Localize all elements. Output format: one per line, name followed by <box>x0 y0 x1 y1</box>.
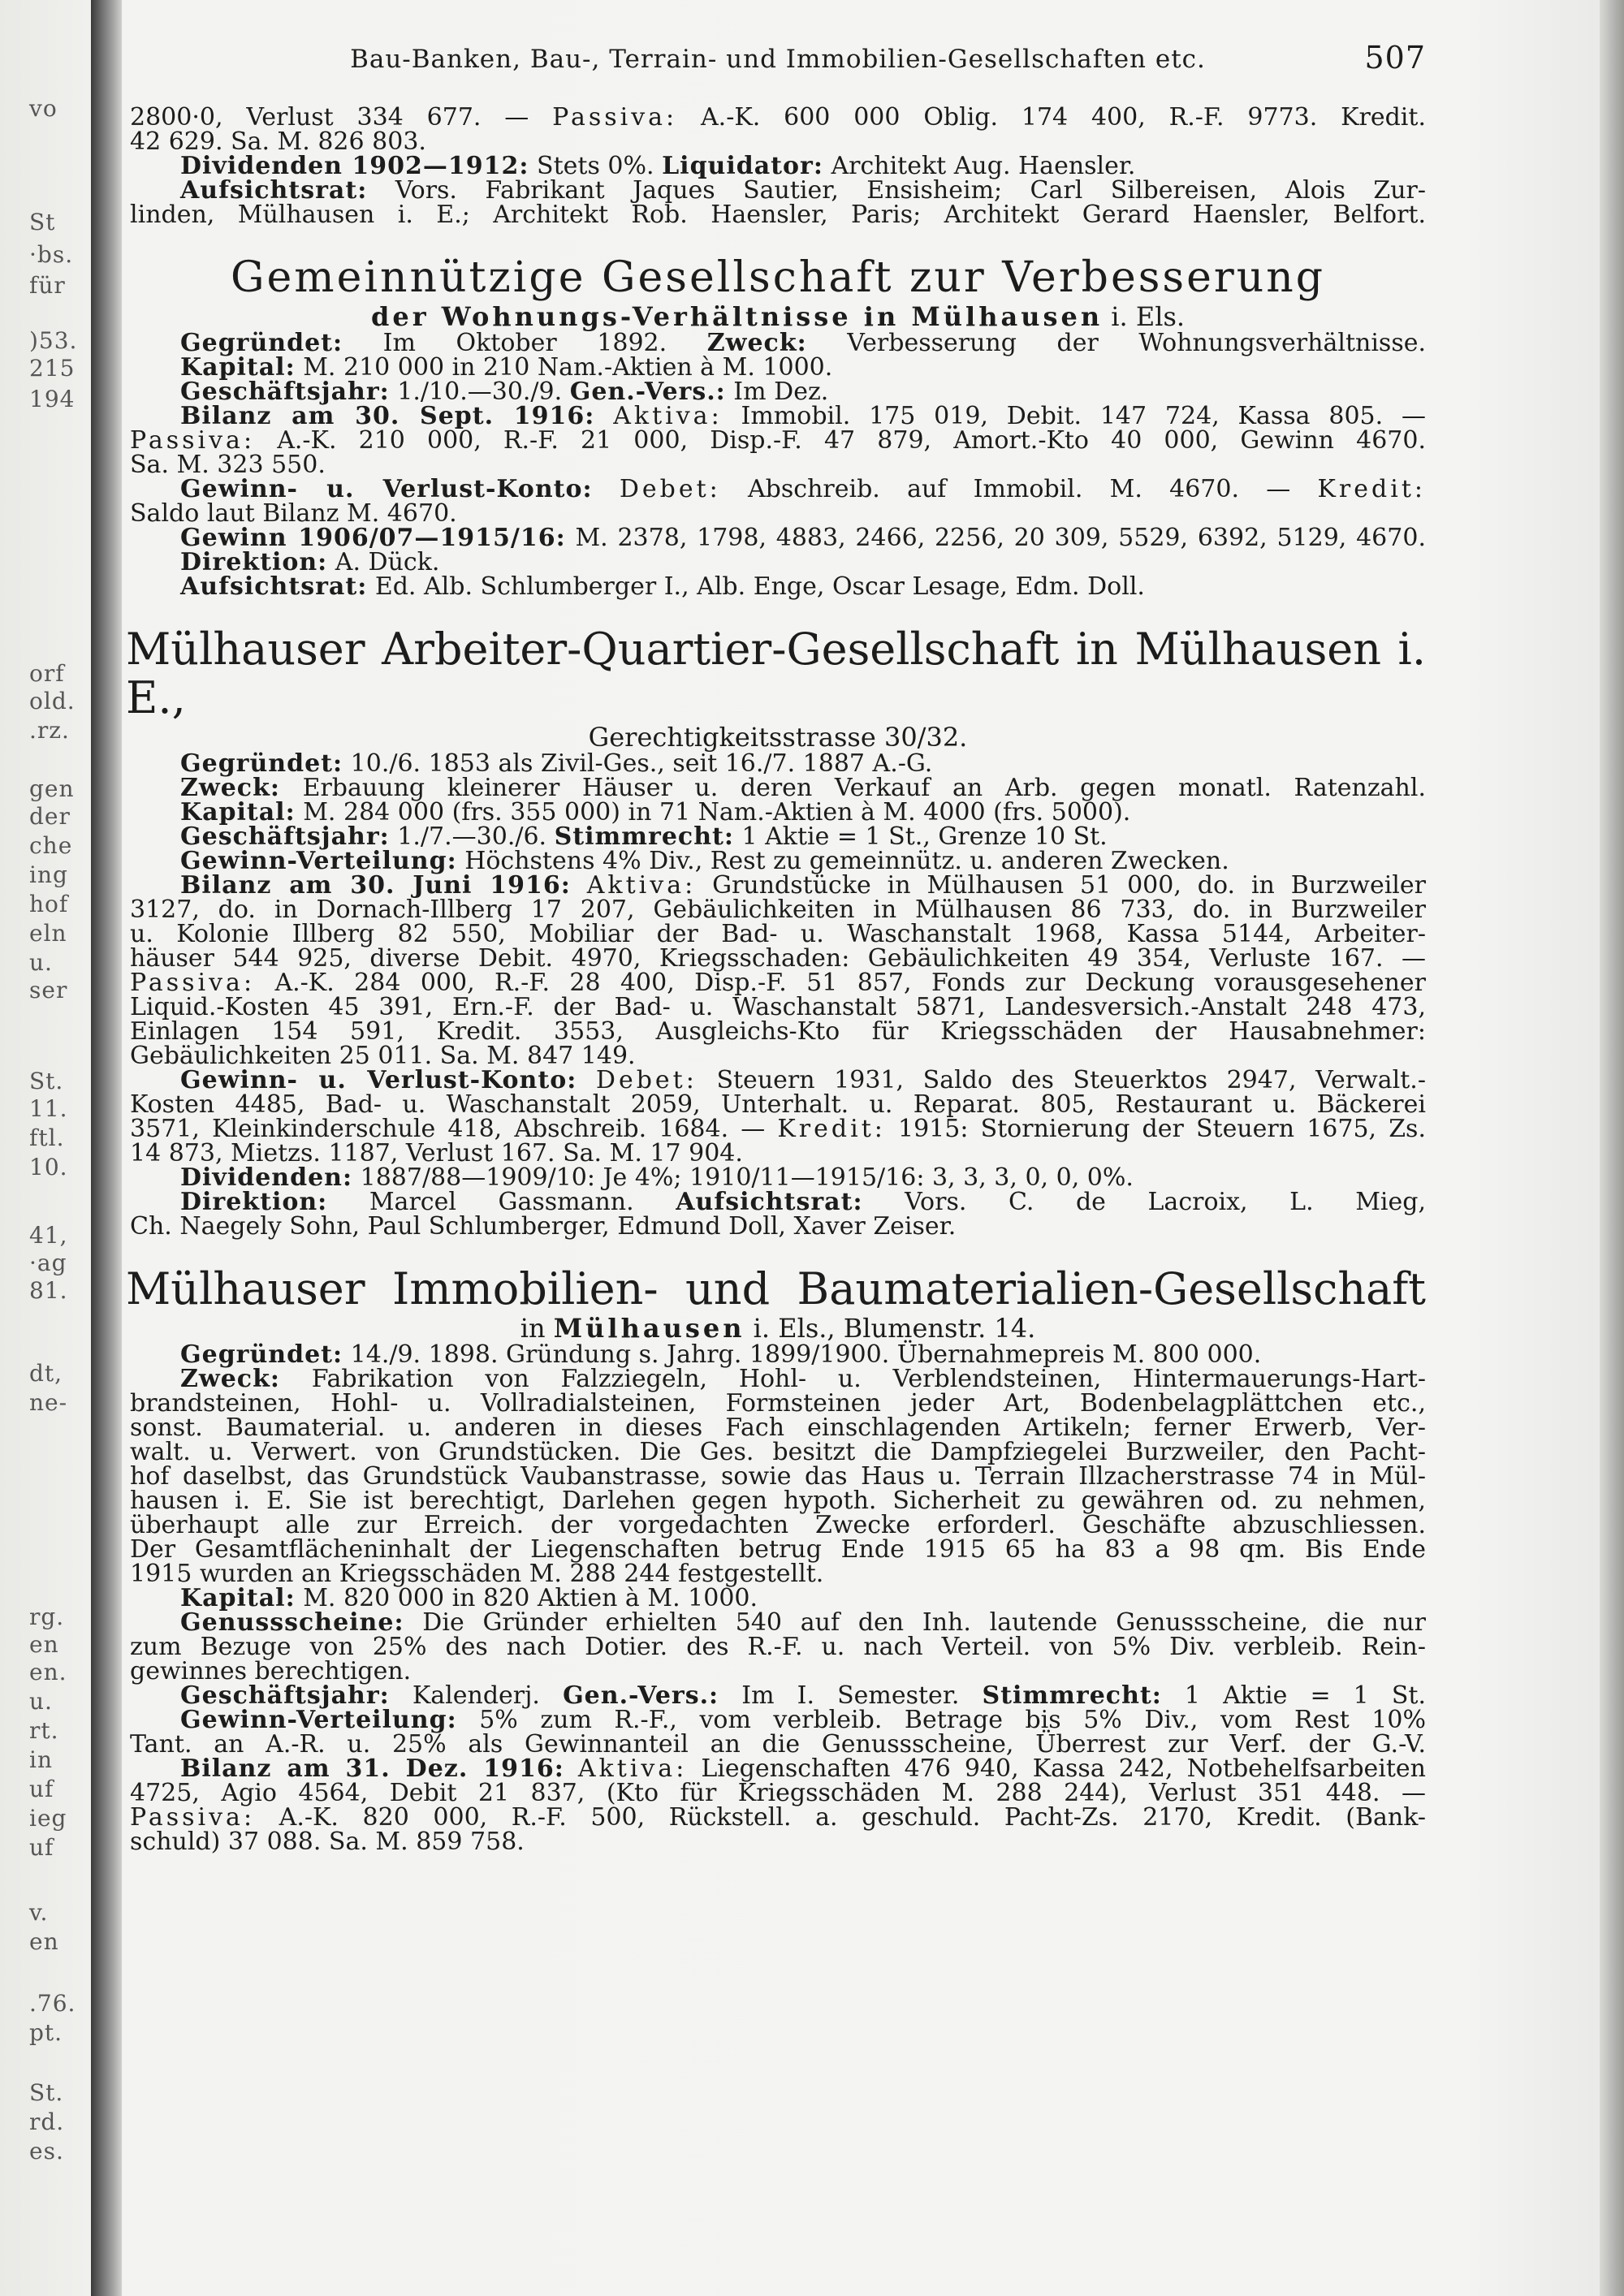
text-line <box>130 499 1426 528</box>
spaced-label: Kredit: <box>1317 475 1426 503</box>
field-label: Gewinn 1906/07—1915/16: <box>180 524 566 552</box>
text-run: Kalenderj. <box>389 1681 564 1710</box>
margin-fragment: rg. <box>29 1603 65 1630</box>
field-label: Gegründet: <box>180 749 343 778</box>
text-line <box>130 1830 1426 1854</box>
text-line <box>130 1413 1426 1442</box>
field-label: Gen.-Vers.: <box>563 1681 719 1710</box>
text-line <box>130 453 1426 477</box>
margin-fragment: en. <box>29 1659 67 1685</box>
text-line <box>130 1681 1427 1710</box>
text-line <box>130 776 1426 801</box>
text-line <box>130 1440 1426 1465</box>
text-line <box>130 477 1426 502</box>
field-label: Bilanz am 31. Dez. 1916: <box>180 1754 564 1783</box>
text-line <box>130 849 1426 874</box>
text-line <box>130 380 1426 404</box>
text-run: 2800·0, Verlust 334 677. — <box>130 103 553 132</box>
text-run: 1 Aktie = 1 St. <box>1161 1681 1427 1710</box>
text-line <box>130 572 1426 601</box>
margin-fragment: der <box>29 803 71 830</box>
field-label: Stimmrecht: <box>554 822 734 851</box>
page-number: 507 <box>1364 40 1426 76</box>
margin-fragment: 10. <box>29 1154 68 1180</box>
field-label: Dividenden: <box>180 1163 353 1192</box>
field-label: Zweck: <box>706 329 807 357</box>
margin-fragment: uf <box>29 1776 54 1802</box>
text-line <box>130 1068 1426 1093</box>
margin-fragment: .76. <box>29 1990 76 2017</box>
margin-fragment: ser <box>29 977 68 1003</box>
text-run: walt. u. Verwert. von Grundstücken. Die Ges. besitzt die Dampfziegelei Burzweiler, den Pacht- <box>130 1438 1426 1466</box>
text-run: Marcel Gassmann. <box>327 1188 676 1216</box>
text-run: Stets 0%. <box>529 152 663 180</box>
text-run: 1./10.—30./9. <box>389 378 570 406</box>
margin-fragment: old. <box>29 688 76 714</box>
text-run: A.-K. 600 000 Oblig. 174 400, R.-F. 9773. Kredit. <box>677 103 1426 132</box>
margin-fragment: rt. <box>29 1717 59 1744</box>
field-label: Direktion: <box>180 548 328 576</box>
margin-fragment: eln <box>29 920 67 947</box>
field-label: Gewinn-Verteilung: <box>180 847 457 875</box>
text-run: Der Gesamtflächeninhalt der Liegenschaften betrug Ende 1915 65 ha 83 a 98 qm. Bis Ende <box>130 1535 1426 1564</box>
text-line <box>130 749 1426 778</box>
text-line <box>130 798 1426 826</box>
margin-fragment: en <box>29 1928 59 1955</box>
company-entry <box>126 624 1427 1241</box>
text-line <box>130 1803 1426 1832</box>
text-run: 1915: Stornierung der Steuern 1675, Zs. <box>885 1115 1426 1143</box>
spaced-label: Aktiva: <box>613 402 723 430</box>
margin-fragment: 215 <box>29 355 76 382</box>
text-line <box>130 103 1426 132</box>
field-label: Aufsichtsrat: <box>180 176 368 205</box>
field-label: Stimmrecht: <box>982 1681 1162 1710</box>
field-label: Gegründet: <box>180 329 343 357</box>
spaced-label: Passiva: <box>130 426 256 455</box>
text-line <box>130 944 1426 973</box>
page-content <box>126 40 1427 1856</box>
margin-fragment: ne- <box>29 1389 68 1416</box>
text-run: Sa. M. 323 550. <box>130 451 326 479</box>
text-run: gewinnes berechtigen. <box>130 1657 412 1685</box>
text-run: Immobil. 175 019, Debit. 147 724, Kassa 805. — <box>722 402 1426 430</box>
company-title: Mülhauser Immobilien- und Baumaterialien-Gesellschaft <box>126 1263 1426 1314</box>
margin-fragment: u. <box>29 949 53 976</box>
text-run: 3127, do. in Dornach-Illberg 17 207, Gebäulichkeiten in Mülhausen 86 733, do. in Burzweiler <box>130 896 1426 924</box>
text-line <box>130 995 1426 1020</box>
text-line <box>130 1535 1426 1564</box>
margin-fragment: St. <box>29 1068 64 1094</box>
field-label: Geschäftsjahr: <box>180 822 390 851</box>
margin-fragment: 11. <box>29 1095 68 1122</box>
text-line <box>130 1340 1426 1369</box>
company-subtitle <box>130 302 1426 331</box>
text-run: Einlagen 154 591, Kredit. 3553, Ausgleichs-Kto für Kriegsschäden der Hausabnehmer: <box>130 1017 1426 1046</box>
text-run: Im Oktober 1892. <box>343 329 707 357</box>
text-run: 4725, Agio 4564, Debit 21 837, (Kto für Kriegsschäden M. 288 244), Verlust 351 448. — <box>130 1779 1426 1807</box>
text-line <box>130 922 1426 947</box>
text-run: M. 820 000 in 820 Aktien à M. 1000. <box>295 1584 758 1612</box>
margin-fragment: .rz. <box>29 717 70 744</box>
text-line <box>130 1708 1426 1733</box>
company-entry <box>130 103 1426 229</box>
text-line <box>130 1212 1426 1241</box>
text-line <box>130 1635 1426 1659</box>
company-entry <box>126 1263 1427 1856</box>
margin-fragment: in <box>29 1746 53 1773</box>
field-label: Kapital: <box>180 798 296 826</box>
field-label: Gewinn- u. Verlust-Konto: <box>180 1066 577 1094</box>
margin-fragment: dt, <box>29 1360 63 1387</box>
text-line <box>130 1139 1426 1167</box>
book-gutter-shadow <box>91 0 122 2296</box>
text-run: Steuern 1931, Saldo des Steuerktos 2947, Verwalt.- <box>697 1066 1426 1094</box>
margin-fragment: vo <box>29 95 58 122</box>
text-run: hof daselbst, das Grundstück Vaubanstrasse, sowie das Haus u. Terrain Illzacherstrasse 74 in Mül- <box>130 1462 1426 1491</box>
text-line <box>130 550 1426 575</box>
field-label: Gewinn- u. Verlust-Konto: <box>180 475 593 503</box>
spaced-label: Aktiva: <box>586 871 697 900</box>
margin-fragment: pt. <box>29 2019 63 2046</box>
subtitle-prefix: in <box>520 1313 554 1344</box>
company-title: Gemeinnützige Gesellschaft zur Verbesserung <box>230 253 1326 302</box>
text-line <box>130 1586 1426 1611</box>
text-line <box>130 331 1426 356</box>
page-edge <box>1600 0 1624 2296</box>
text-run: Ed. Alb. Schlumberger I., Alb. Enge, Oscar Lesage, Edm. Doll. <box>367 572 1145 601</box>
text-run: zum Bezuge von 25% des nach Dotier. des R.-F. u. nach Verteil. von 5% Div. verbleib. Rein- <box>130 1633 1426 1661</box>
text-run: A.-K. 210 000, R.-F. 21 000, Disp.-F. 47 879, Amort.-Kto 40 000, Gewinn 4670. <box>255 426 1426 455</box>
spaced-label: Passiva: <box>552 103 678 132</box>
margin-fragment: orf <box>29 660 65 687</box>
field-label: Kapital: <box>180 353 296 382</box>
text-run: überhaupt alle zur Erreich. der vorgedachten Zwecke erforderl. Geschäfte abzuschliessen. <box>130 1511 1426 1539</box>
text-run: Im Dez. <box>725 378 829 406</box>
margin-fragment: uf <box>29 1834 54 1861</box>
spaced-label: Passiva: <box>130 969 256 997</box>
text-run: 5% zum R.-F., vom verbleib. Betrage bis 5% Div., vom Rest 10% <box>456 1706 1426 1734</box>
margin-fragment: gen <box>29 775 75 802</box>
text-run: Kosten 4485, Bad- u. Waschanstalt 2059, Unterhalt. u. Reparat. 805, Restaurant u. Bäckerei <box>130 1090 1426 1119</box>
text-run: 10./6. 1853 als Zivil-Ges., seit 16./7. 1887 A.-G. <box>343 749 933 778</box>
text-line <box>130 971 1426 995</box>
spaced-label: Kredit: <box>777 1115 886 1143</box>
running-header <box>130 40 1426 88</box>
text-line <box>130 1513 1426 1538</box>
margin-fragment: v. <box>29 1899 49 1926</box>
text-line <box>130 404 1426 429</box>
field-label: Kapital: <box>180 1584 296 1612</box>
field-label: Geschäftsjahr: <box>180 1681 390 1710</box>
margin-fragment: )53. <box>29 327 78 354</box>
subtitle-emphasis: der Wohnungs-Verhältnisse in Mülhausen <box>370 301 1104 332</box>
text-line <box>130 1462 1426 1491</box>
field-label: Gen.-Vers.: <box>569 378 726 406</box>
text-line <box>130 1090 1426 1119</box>
margin-fragment: St. <box>29 2079 64 2106</box>
text-run: Tant. an A.-R. u. 25% als Gewinnanteil an die Genussscheine, Überrest zur Verf. der G.-V. <box>130 1730 1426 1759</box>
text-run: hausen i. E. Sie ist berechtigt, Darlehen gegen hypoth. Sicherheit zu gewähren od. zu nehmen, <box>130 1487 1426 1515</box>
text-line <box>130 1190 1426 1215</box>
text-run: sonst. Baumaterial. u. anderen in dieses Fach einschlagenden Artikeln; ferner Erwerb, Ver- <box>130 1413 1426 1442</box>
text-line <box>130 1562 1426 1586</box>
spaced-label: Debet: <box>619 475 721 503</box>
margin-fragment: St <box>29 209 56 235</box>
spaced-label: Aktiva: <box>577 1754 688 1783</box>
field-label: Gegründet: <box>180 1340 343 1369</box>
text-run: Höchstens 4% Div., Rest zu gemeinnütz. u. anderen Zwecken. <box>456 847 1229 875</box>
margin-fragment: 41, <box>29 1222 68 1249</box>
text-run: Architekt Aug. Haensler. <box>823 152 1136 180</box>
text-run: 3571, Kleinkinderschule 418, Abschreib. 1684. — <box>130 1115 778 1143</box>
text-run: M. 210 000 in 210 Nam.-Aktien à M. 1000. <box>295 353 833 382</box>
field-label: Geschäftsjahr: <box>180 378 390 406</box>
subtitle-emphasis: Mülhausen <box>553 1313 745 1344</box>
facing-page-margin <box>23 0 88 2296</box>
text-run: linden, Mülhausen i. E.; Architekt Rob. Haensler, Paris; Architekt Gerard Haensler, Belfort. <box>130 201 1426 229</box>
field-label: Zweck: <box>180 1365 280 1393</box>
text-run: brandsteinen, Hohl- u. Vollradialsteinen, Formsteinen jeder Art, Bodenbelagplättchen etc., <box>130 1389 1426 1418</box>
field-label: Liquidator: <box>662 152 823 180</box>
margin-fragment: hof <box>29 891 69 917</box>
text-run: schuld) 37 088. Sa. M. 859 758. <box>130 1828 525 1856</box>
field-label: Bilanz am 30. Sept. 1916: <box>180 402 595 430</box>
text-run: 1./7.—30./6. <box>389 822 555 851</box>
text-line <box>130 127 1426 156</box>
text-line <box>130 898 1426 922</box>
text-run: A.-K. 820 000, R.-F. 500, Rückstell. a. geschuld. Pacht-Zs. 2170, Kredit. (Bank- <box>255 1803 1426 1832</box>
text-run: 42 629. Sa. M. 826 803. <box>130 127 426 156</box>
text-run: 14./9. 1898. Gründung s. Jahrg. 1899/1900. Übernahmepreis M. 800 000. <box>343 1340 1262 1369</box>
margin-fragment: 81. <box>29 1277 68 1304</box>
entries-body <box>126 103 1427 1856</box>
text-run: A.-K. 284 000, R.-F. 28 400, Disp.-F. 51 857, Fonds zur Deckung vorausgesehener <box>255 969 1426 997</box>
text-line <box>130 871 1426 900</box>
text-run: Vors. Fabrikant Jaques Sautier, Ensisheim; Carl Silbereisen, Alois Zur- <box>367 176 1426 205</box>
text-run: Saldo laut Bilanz M. 4670. <box>130 499 457 528</box>
company-entry <box>130 253 1426 599</box>
text-line <box>130 203 1426 227</box>
text-run: Abschreib. auf Immobil. M. 4670. — <box>720 475 1318 503</box>
margin-fragment: ·ag <box>29 1249 67 1276</box>
company-subtitle <box>130 1314 1426 1343</box>
text-run: Vors. C. de Lacroix, L. Mieg, <box>862 1188 1427 1216</box>
text-run: Erbauung kleinerer Häuser u. deren Verkauf an Arb. gegen monatl. Ratenzahl. <box>279 774 1426 802</box>
spaced-label: Debet: <box>595 1066 698 1094</box>
text-line <box>130 1730 1426 1759</box>
text-run: A. Dück. <box>327 548 440 576</box>
field-label: Gewinn-Verteilung: <box>180 1706 457 1734</box>
text-line <box>130 526 1426 550</box>
text-run: u. Kolonie Illberg 82 550, Mobiliar der Bad- u. Waschanstalt 1968, Kassa 5144, Arbeiter- <box>130 920 1426 948</box>
field-label: Zweck: <box>180 774 280 802</box>
subtitle-text: i. Els., Blumenstr. 14. <box>745 1313 1036 1344</box>
field-label: Direktion: <box>180 1188 328 1216</box>
text-line <box>130 1017 1426 1046</box>
text-line <box>130 822 1426 851</box>
field-label: Aufsichtsrat: <box>180 572 368 601</box>
spaced-label: Passiva: <box>130 1803 256 1832</box>
margin-fragment: ·bs. <box>29 241 74 268</box>
text-line <box>130 154 1426 179</box>
subtitle-text: i. Els. <box>1103 301 1186 332</box>
text-line <box>130 353 1426 382</box>
text-line <box>130 1659 1426 1684</box>
text-run: Liegenschaften 476 940, Kassa 242, Notbehelfsarbeiten <box>687 1754 1427 1783</box>
text-run: Gebäulichkeiten 25 011. Sa. M. 847 149. <box>130 1042 636 1070</box>
margin-fragment: rd. <box>29 2108 65 2135</box>
text-run: Verbesserung der Wohnungsverhältnisse. <box>806 329 1427 357</box>
margin-fragment: es. <box>29 2138 64 2164</box>
subtitle-text: Gerechtigkeitsstrasse 30/32. <box>588 722 968 753</box>
text-line <box>130 1389 1426 1418</box>
text-run: Die Gründer erhielten 540 auf den Inh. lautende Genussscheine, die nur <box>404 1608 1426 1637</box>
margin-fragment: ieg <box>29 1805 67 1832</box>
text-line <box>130 1608 1426 1637</box>
text-run: Liquid.-Kosten 45 391, Ern.-F. der Bad- u. Waschanstalt 5871, Landesversich.-Anstalt 248 473, <box>130 993 1426 1021</box>
text-line <box>130 1163 1426 1192</box>
text-run: 1 Aktie = 1 St., Grenze 10 St. <box>733 822 1108 851</box>
text-run <box>593 475 620 503</box>
text-run: 14 873, Mietzs. 1187, Verlust 167. Sa. M. 17 904. <box>130 1139 743 1167</box>
text-line <box>130 1489 1426 1513</box>
margin-fragment: u. <box>29 1688 53 1715</box>
company-subtitle <box>130 723 1426 752</box>
margin-fragment: 194 <box>29 386 76 412</box>
text-run: 1915 wurden an Kriegsschäden M. 288 244 festgestellt. <box>130 1560 824 1588</box>
field-label: Dividenden 1902—1912: <box>180 152 529 180</box>
text-run: häuser 544 925, diverse Debit. 4970, Kriegsschaden: Gebäulichkeiten 49 354, Verluste 167. — <box>130 944 1426 973</box>
field-label: Aufsichtsrat: <box>676 1188 863 1216</box>
text-run: Im I. Semester. <box>719 1681 983 1710</box>
margin-fragment: en <box>29 1631 59 1658</box>
text-line <box>130 1367 1426 1392</box>
text-run: M. 284 000 (frs. 355 000) in 71 Nam.-Aktien à M. 4000 (frs. 5000). <box>295 798 1131 826</box>
text-run: Fabrikation von Falzziegeln, Hohl- u. Verblendsteinen, Hintermauerungs-Hart- <box>279 1365 1426 1393</box>
text-run: Ch. Naegely Sohn, Paul Schlumberger, Edmund Doll, Xaver Zeiser. <box>130 1212 957 1241</box>
margin-fragment: ftl. <box>29 1124 65 1151</box>
text-line <box>130 1781 1426 1806</box>
field-label: Bilanz am 30. Juni 1916: <box>180 871 571 900</box>
text-run: 1887/88—1909/10: Je 4%; 1910/11—1915/16: 3, 3, 3, 0, 0, 0%. <box>352 1163 1134 1192</box>
text-line <box>130 1117 1426 1142</box>
text-line <box>130 1044 1426 1068</box>
margin-fragment: che <box>29 832 73 859</box>
margin-fragment: für <box>29 272 66 299</box>
field-label: Genussscheine: <box>180 1608 404 1637</box>
text-run: M. 2378, 1798, 4883, 2466, 2256, 20 309, 5529, 6392, 5129, 4670. <box>565 524 1426 552</box>
text-run: Grundstücke in Mülhausen 51 000, do. in Burzweiler <box>696 871 1426 900</box>
text-line <box>130 426 1426 455</box>
text-line <box>130 176 1426 205</box>
text-line <box>130 1754 1427 1783</box>
company-title: Mülhauser Arbeiter-Quartier-Gesellschaft in Mülhausen i. E., <box>126 624 1426 723</box>
running-header-title: Bau-Banken, Bau-, Terrain- und Immobilien-Gesellschaften etc. <box>350 45 1206 74</box>
margin-fragment: ing <box>29 861 68 888</box>
